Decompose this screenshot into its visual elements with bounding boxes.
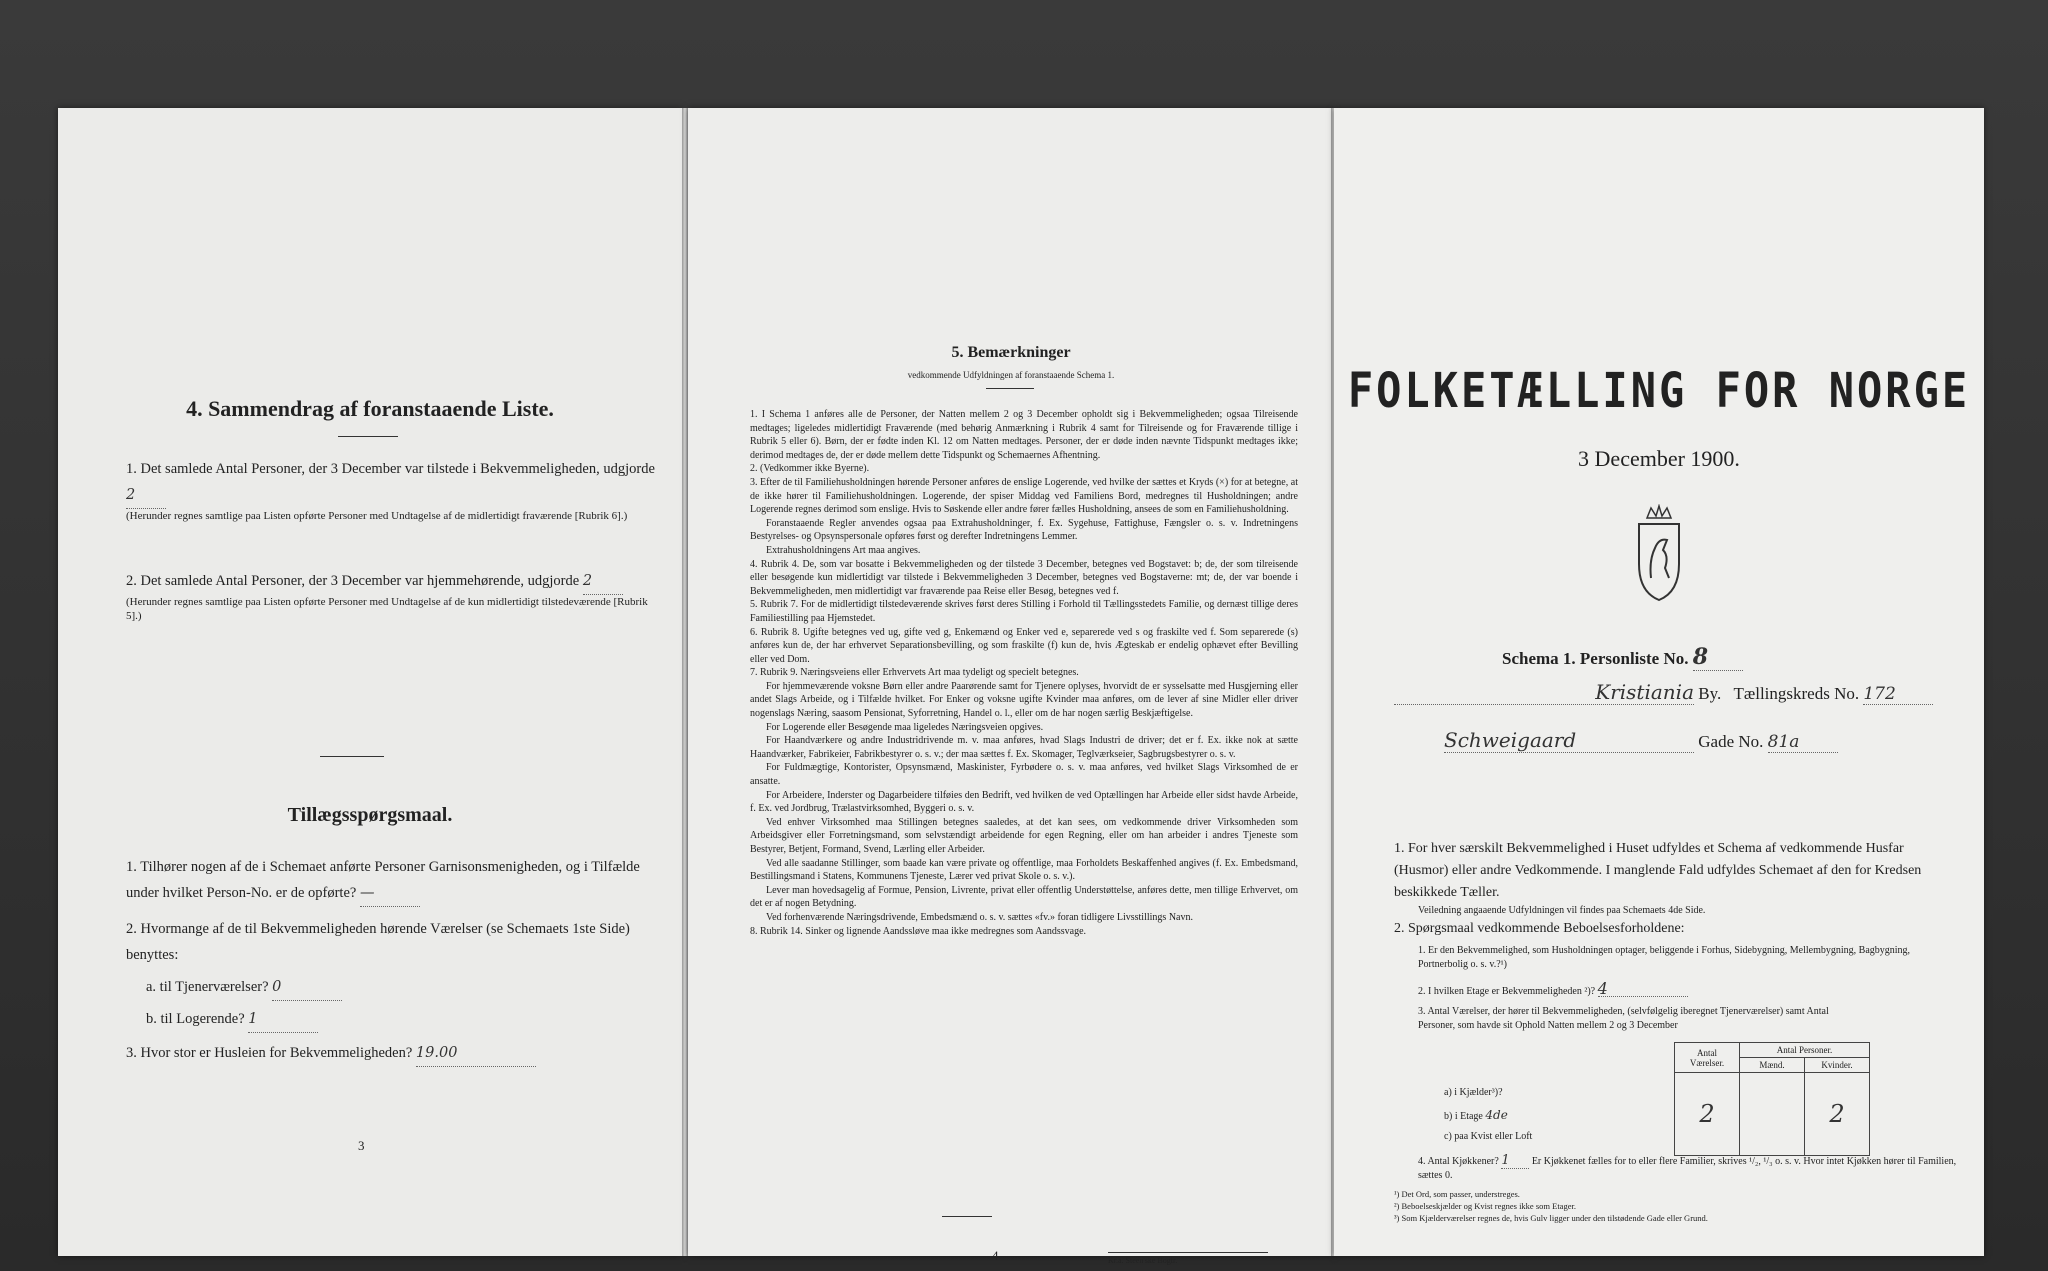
summary-item-1: 1. Det samlede Antal Personer, der 3 December var tilstede i Bekvemmeligheden, udgjorde 2 (Herunder regnes samtlige paa Listen opførte Personer med Undtagelse af de midlertidigt fraværende [Rubrik 6].): [126, 456, 666, 523]
remark-paragraph: For Fuldmægtige, Kontorister, Opsynsmænd, Maskinister, Fyrbødere o. s. v. maa anføres, ved hvilket Slags Virksomhed de er ansatte.: [750, 762, 1298, 788]
summary-note-2: (Herunder regnes samtlige paa Listen opførte Personer med Undtagelse af de kun midlertidigt tilstedeværende [Rubrik 5].): [126, 596, 648, 622]
garrison-answer: —: [360, 880, 420, 907]
present-count: 2: [126, 482, 166, 509]
divider: [320, 756, 384, 757]
schema-line: Schema 1. Personliste No. 8: [1502, 644, 1743, 671]
summary-heading: 4. Sammendrag af foranstaaende Liste.: [186, 396, 554, 421]
resident-count: 2: [583, 568, 623, 595]
city-line: Kristiania By. Tællingskreds No. 172: [1394, 680, 1954, 705]
norway-lion-crest-icon: [1629, 504, 1689, 604]
divider: [986, 388, 1034, 389]
row-basement: a) i Kjælder³)?: [1444, 1087, 1503, 1098]
remark-paragraph: 3. Efter de til Familiehusholdningen hørende Personer anføres de enslige Logerende, ved hvilke der sættes et Kryds (×) for at betegne, at de ikke hører til Familiehusholdningen. Logerende, der spiser Middag ved Familiens Bord, medregnes til Husholdningen; andre Logerende regnes derimod som enslige. Hvis to Søskende eller andre fører fælles Husholdning, ansees de som en Familiehusholdning.: [750, 476, 1298, 516]
remark-paragraph: Lever man hovedsagelig af Formue, Pension, Livrente, privat eller offentlig Understøttelse, anføres dette, men tillige Erhvervet, om det er af nogen Betydning.: [750, 884, 1298, 910]
question-2a: a. til Tjenerværelser? 0: [146, 974, 686, 1001]
page-remarks: [688, 108, 1334, 1265]
remark-paragraph: Ved forhenværende Næringsdrivende, Embedsmænd o. s. v. sættes «fv.» foran tidligere Livsstillings Navn.: [766, 911, 1193, 923]
remark-paragraph: For hjemmeværende voksne Børn eller andre Paarørende samt for Tjenere oplyses, hvorvidt de er sysselsatte med Husgjerning eller andet Slags Arbeide, og i Tilfælde hvilket. For Enker og voksne ugifte Kvinder maa anføres, om de lever af sine Midler eller driver nogenslags Næring, saasom Pensionat, Syforretning, Handel o. l., eller om de har nogen særlig Beskjæftigelse.: [750, 680, 1298, 720]
remark-paragraph: Ved alle saadanne Stillinger, som baade kan være private og offentlige, maa Forholdets Beskaffenhed angives (f. Ex. Embedsmand, Bestillingsmand i Statens, Kommunens Tjeneste, Lærer ved privat Skole o. s. v.).: [750, 857, 1298, 883]
women-count: 2: [1805, 1073, 1870, 1156]
remark-paragraph: 7. Rubrik 9. Næringsveiens eller Erhvervets Art maa tydeligt og specielt betegnes.: [750, 667, 1079, 679]
summary-item-2: 2. Det samlede Antal Personer, der 3 December var hjemmehørende, udgjorde 2 (Herunder regnes samtlige paa Listen opførte Personer med Undtagelse af de kun midlertidigt tilstedeværende [Rubrik 5].): [126, 568, 666, 623]
street-line: Schweigaard Gade No. 81a: [1444, 728, 1954, 753]
divider: [1108, 1252, 1268, 1253]
divider: [942, 1216, 992, 1217]
remark-paragraph: Extrahusholdningens Art maa angives.: [766, 544, 921, 556]
remark-paragraph: 8. Rubrik 14. Sinker og lignende Aandssløve maa ikke medregnes som Aandssvage.: [750, 925, 1087, 937]
page-number: 3: [358, 1138, 365, 1153]
remark-paragraph: Ved enhver Virksomhed maa Stillingen betegnes saaledes, at det kan sees, om vedkommende driver Virksomheden som Arbeidsgiver eller Forretningsmand, som selvstændigt arbeidende for egen Regning, eller om han arbeider i andres Tjeneste som Bestyrer, Betjent, Formand, Svend, Lærling eller Arbeider.: [750, 816, 1298, 855]
floor-answer: 4: [1598, 982, 1688, 997]
instructions: 1. For hver særskilt Bekvemmelighed i Huset udfyldes et Schema af vedkommende Husfar (Husmor) eller andre Vedkommende. I manglende Fald udfyldes Schemaet af den for Kredsen beskikkede Tæller. Veiledning angaaende Udfyldningen vil findes paa Schemaets 4de Side. 2. Spørgsmaal vedkommende Beboelsesforholdene: 1. Er den Bekvemmelighed, som Husholdningen optager, beliggende i Forhus, Sidebygning, Mellembygning, Bagbygning, Portnerbolig o. s. v.?¹) 2. I hvilken Etage er Bekvemmeligheden ²)? 4 3. Antal Værelser, der hører til Bekvemmeligheden, (selvfølgelig iberegnet Tjenerværelser) samt Antal Personer, som havde sit Ophold Natten mellem 2 og 3 December: [1394, 841, 1922, 1031]
question-1: 1. Tilhører nogen af de i Schemaet anførte Personer Garnisonsmenigheden, og i Tilfælde under hvilket Person-No. er de opførte? —: [126, 854, 666, 907]
remark-paragraph: For Logerende eller Besøgende maa ligeledes Næringsveien opgives.: [766, 721, 1044, 733]
additional-questions-heading: Tillægsspørgsmaal.: [287, 804, 453, 826]
page-cover: [1334, 108, 1984, 1256]
lodger-rooms-answer: 1: [248, 1006, 318, 1033]
servant-rooms-answer: 0: [272, 974, 342, 1001]
person-list-number: 8: [1693, 644, 1743, 671]
footnotes: ¹) Det Ord, som passer, understreges. ²) Beboelseskjælder og Kvist regnes ikke som Etager. ³) Som Kjælderværelser regnes de, hvis Gulv ligger under den tilstødende Gade eller Grund.: [1394, 1189, 1708, 1223]
remark-paragraph: Foranstaaende Regler anvendes ogsaa paa Extrahusholdninger, f. Ex. Sygehuse, Fattighuse, Fængsler o. s. v. Indretningens Bestyrelses- og Opsynspersonale opføres først og derefter Indretningens Lemmer.: [750, 517, 1298, 543]
kitchen-answer: 1: [1501, 1154, 1529, 1169]
rooms-count: 2: [1675, 1073, 1740, 1156]
street-number: 81a: [1768, 732, 1838, 753]
remark-paragraph: 1. I Schema 1 anføres alle de Personer, der Natten mellem 2 og 3 December opholdt sig i Bekvemmeligheden; ogsaa Tilreisende medtages; ligeledes midlertidigt Fraværende (med behørig Anmærkning i Rubrik 4 samt for Tilreisende og for Fraværende tillige i Rubrik 5 eller 6). Børn, der er fødte inden Kl. 12 om Natten medtages. Personer, der er døde inden nævnte Tidspunkt medtages ikke; derimod medtages de, der er døde mellem dette Tidspunkt og Schemaernes Afhentning.: [750, 409, 1298, 461]
question-2: 2. Hvormange af de til Bekvemmeligheden hørende Værelser (se Schemaets 1ste Side) benyttes:: [126, 921, 630, 963]
remark-paragraph: 5. Rubrik 7. For de midlertidigt tilstedeværende skrives først deres Stilling i Forhold til Tællingsstedets Familie, og dernæst tillige deres Familiestilling paa Hjemstedet.: [750, 599, 1298, 624]
census-district-number: 172: [1863, 684, 1933, 705]
question-2b: b. til Logerende? 1: [146, 1006, 686, 1033]
census-title: FOLKETÆLLING FOR NORGE: [1347, 362, 1971, 419]
summary-note-1: (Herunder regnes samtlige paa Listen opførte Personer med Undtagelse af de midlertidigt fraværende [Rubrik 6].): [126, 510, 628, 522]
remark-paragraph: 6. Rubrik 8. Ugifte betegnes ved ug, gifte ved g, Enkemænd og Enker ved e, separerede ved s og fraskilte ved f. Som separerede (s) anføres kun de, der har erhvervet Separationsbevilling, og som fraskilte (f) kun de, hvis Ægteskab er endelig ophævet efter Bevilling eller ved Dom.: [750, 626, 1298, 665]
men-count: [1740, 1073, 1805, 1156]
row-attic: c) paa Kvist eller Loft: [1444, 1131, 1533, 1142]
city-value: Kristiania: [1595, 680, 1694, 704]
printer-credit: Kr.a. Steen'ske Bogtr.: [1108, 1256, 1178, 1265]
row-floor: b) i Etage 4de: [1444, 1108, 1508, 1122]
remark-paragraph: For Arbeidere, Inderster og Dagarbeidere tilføies den Bedrift, ved hvilken de ved Optællingen har Arbeide eller sidst havde Arbeide, f. Ex. ved Jordbrug, Trælastvirksomhed, Byggeri o. s. v.: [750, 789, 1298, 815]
remark-paragraph: 4. Rubrik 4. De, som var bosatte i Bekvemmeligheden og der tilstede 3 December, betegnes ved Bogstavet: b; de, der som tilreisende eller besøgende kun midlertidigt var tilstede i Bekvemmeligheden 3 December, betegnes ved Bogstaverne: mt; de, der var boende i Bekvemmeligheden, men midlertidigt var fraværende paa Reise eller Besøg, betegnes ved f.: [750, 558, 1298, 597]
divider: [338, 436, 398, 437]
census-date: 3 December 1900.: [1578, 446, 1740, 471]
remark-paragraph: 2. (Vedkommer ikke Byerne).: [750, 463, 870, 475]
remarks-subheading: vedkommende Udfyldningen af foranstaaende Schema 1.: [907, 370, 1115, 380]
page-summary: [58, 108, 682, 1256]
page-number: 4: [992, 1248, 999, 1263]
rooms-table: Antal Værelser. Antal Personer. Mænd. Kvinder. 2 2: [1674, 1042, 1870, 1156]
remark-paragraph: For Haandværkere og andre Industridrivende m. v. maa anføres, hvad Slags Industri de driver; det er f. Ex. ikke nok at sætte Haandværker, Fabrikeier, Fabrikbestyrer o. s. v.; der maa sættes f. Ex. Skomager, Teglværkseier, Sagbrugsbestyrer o. s. v.: [750, 735, 1298, 760]
rent-answer: 19.00: [416, 1040, 536, 1067]
kitchen-question: 4. Antal Kjøkkener? 1 Er Kjøkkenet fælles for to eller flere Familier, skrives ¹/₂, ¹/₃ o. s. v. Hvor intet Kjøkken hører til Familien, sættes 0.: [1418, 1153, 1957, 1181]
question-3: 3. Hvor stor er Husleien for Bekvemmeligheden? 19.00: [126, 1040, 666, 1067]
street-value: Schweigaard: [1444, 728, 1577, 752]
remarks-body: [750, 408, 1298, 938]
remarks-heading: 5. Bemærkninger: [951, 344, 1071, 361]
